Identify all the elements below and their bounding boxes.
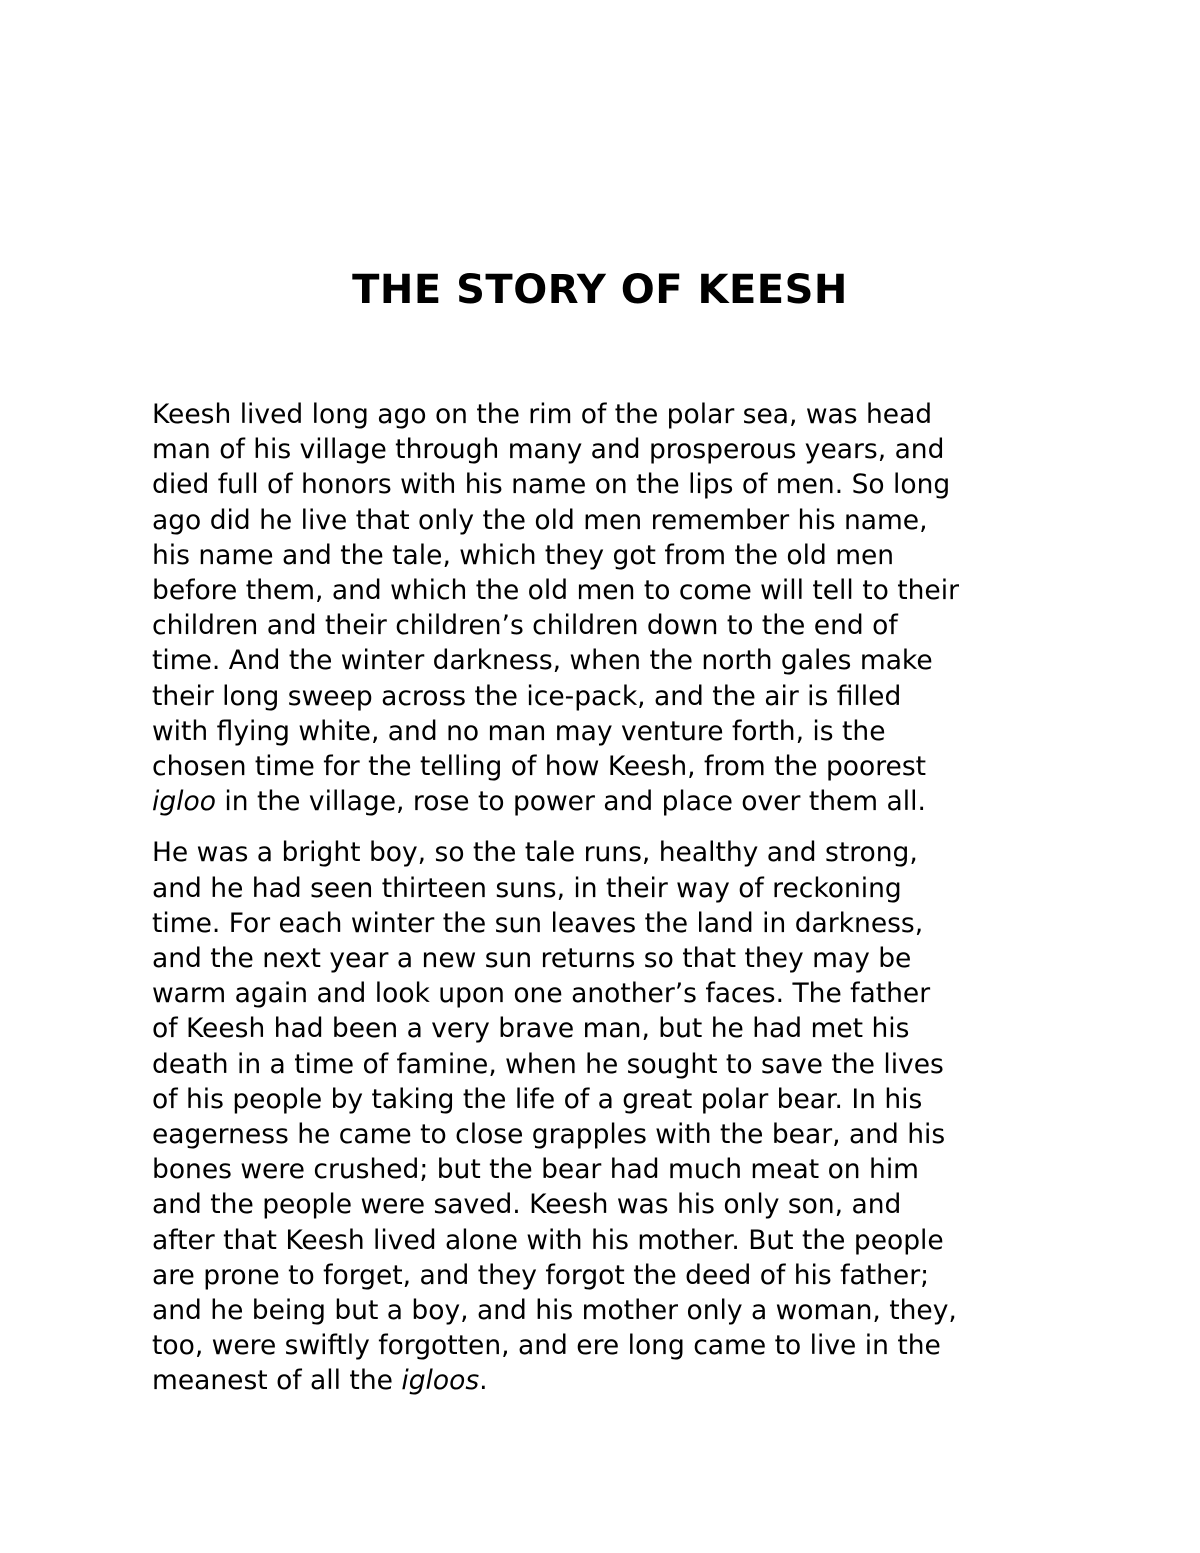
document-body xyxy=(152,397,1072,1415)
text-line: Keesh lived long ago on the rim of the polar sea, was head xyxy=(152,399,933,430)
text-line: of his people by taking the life of a great polar bear. In his xyxy=(152,1083,923,1115)
text-line: and the next year a new sun returns so that they may be xyxy=(152,943,912,975)
text-line: of Keesh had been a very brave man, but he had met his xyxy=(152,1013,910,1045)
text-line: warm again and look upon one another’s faces. The father xyxy=(152,978,931,1010)
italic-word: igloos xyxy=(401,1365,480,1397)
paragraph-2 xyxy=(152,835,1072,1398)
text-line: death in a time of famine, when he sought to save the lives xyxy=(152,1048,944,1080)
text-line: before them, and which the old men to come will tell to their xyxy=(152,575,959,607)
text-segment: meanest of all the xyxy=(152,1365,402,1397)
document-title: THE STORY OF KEESH xyxy=(352,267,848,313)
text-line: chosen time for the telling of how Keesh, from the poorest xyxy=(152,751,927,783)
text-line: eagerness he came to close grapples with the bear, and his xyxy=(152,1119,946,1151)
text-line: man of his village through many and prosperous years, and xyxy=(152,434,945,466)
italic-word: igloo xyxy=(152,786,216,818)
text-line: died full of honors with his name on the lips of men. So long xyxy=(152,469,951,501)
text-segment: . xyxy=(479,1365,488,1397)
text-line: time. For each winter the sun leaves the land in darkness, xyxy=(152,907,924,939)
text-line xyxy=(152,784,1072,819)
paragraph-1 xyxy=(152,397,1072,819)
text-line: too, were swiftly forgotten, and ere long came to live in the xyxy=(152,1330,941,1362)
text-segment: in the village, rose to power and place over them all. xyxy=(215,786,926,818)
text-line: ago did he live that only the old men remember his name, xyxy=(152,504,928,536)
text-line: are prone to forget, and they forgot the deed of his father; xyxy=(152,1259,930,1291)
text-line: with flying white, and no man may venture forth, is the xyxy=(152,715,886,747)
text-line: children and their children’s children down to the end of xyxy=(152,610,898,642)
text-line: their long sweep across the ice-pack, and the air is filled xyxy=(152,680,902,712)
text-line: and he being but a boy, and his mother only a woman, they, xyxy=(152,1295,957,1327)
text-line: time. And the winter darkness, when the north gales make xyxy=(152,645,933,677)
text-line: He was a bright boy, so the tale runs, healthy and strong, xyxy=(152,837,918,869)
text-line: his name and the tale, which they got from the old men xyxy=(152,539,895,571)
text-line: and he had seen thirteen suns, in their way of reckoning xyxy=(152,872,902,904)
text-line: and the people were saved. Keesh was his only son, and xyxy=(152,1189,902,1221)
text-line: bones were crushed; but the bear had much meat on him xyxy=(152,1154,919,1186)
text-line: after that Keesh lived alone with his mother. But the people xyxy=(152,1224,944,1256)
text-line xyxy=(152,1363,1072,1398)
